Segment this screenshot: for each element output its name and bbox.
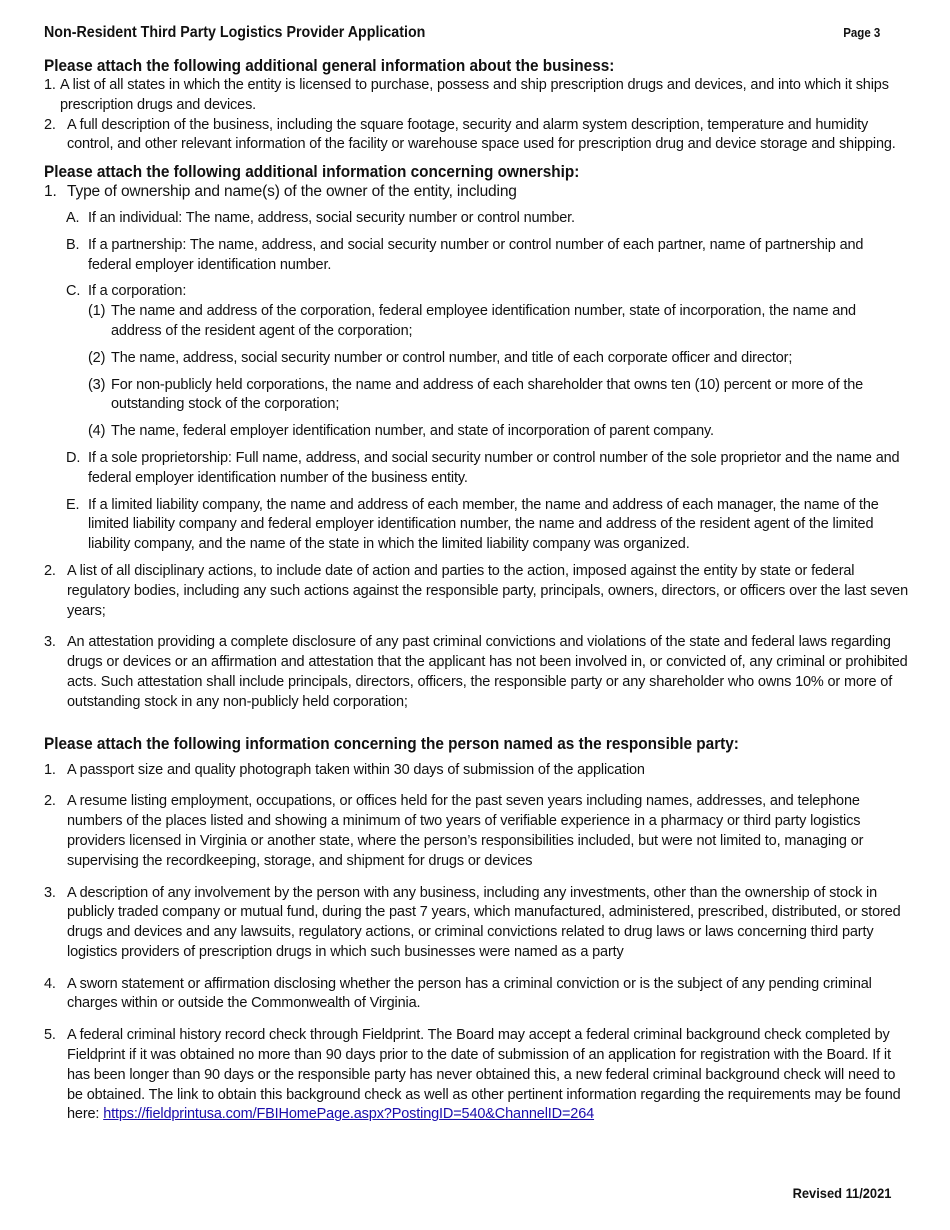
item-text: Type of ownership and name(s) of the owner of the entity, including [67, 183, 517, 201]
page-header [44, 24, 910, 42]
item-letter: E. [66, 496, 80, 513]
item-text: A passport size and quality photograph taken within 30 days of submission of the application [67, 761, 645, 778]
item-number: 2. [44, 116, 56, 133]
corp-item [88, 349, 910, 369]
item-text: A sworn statement or affirmation disclosing whether the person has a criminal conviction or is the subject of any pending criminal charges within or outside the Commonwealth of Virginia. [67, 975, 872, 1012]
item-text: If an individual: The name, address, social security number or control number. [88, 209, 575, 226]
list-item [44, 633, 910, 712]
item-number: (2) [88, 349, 106, 366]
item-number: 1. [44, 183, 57, 201]
item-text: An attestation providing a complete disclosure of any past criminal convictions and violations of the state and federal laws regarding drugs or devices or an affirmation and attestation that the applicant has not been involved in, or convicted of, any criminal or prohibited acts. Such attestation shall include principals, directors, officers, the responsible party or any shareholder who owns 10% or more of outstanding stock in any non-publicly held corporation; [67, 634, 908, 710]
ownership-heading: Please attach the following additional information concerning ownership: [44, 163, 580, 182]
item-number: 3. [44, 884, 56, 901]
general-info-heading: Please attach the following additional general information about the business: [44, 57, 615, 75]
item-text: A full description of the business, including the square footage, security and alarm system description, temperature and humidity control, and other relevant information of the facility or warehouse space used for prescription drug and device storage and shipping. [67, 116, 896, 153]
list-item [44, 562, 910, 621]
responsible-party-section [44, 734, 910, 1126]
item-letter: C. [66, 283, 81, 300]
sub-item-c [66, 282, 910, 302]
sub-item-a [66, 209, 910, 229]
item-text: A list of all disciplinary actions, to include date of action and parties to the action, imposed against the entity by state or federal regulatory bodies, including any such actions against the responsible party, principals, owners, directors, or officers over the last seven years; [67, 562, 909, 619]
ownership-section [44, 162, 910, 712]
list-item [44, 116, 910, 156]
item-text: A list of all states in which the entity is licensed to purchase, possess and ship prescription drugs and devices, and into which it ships prescription drugs and devices. [60, 77, 889, 113]
fieldprint-link[interactable]: https://fieldprintusa.com/FBIHomePage.aspx?PostingID=540&ChannelID=264 [103, 1106, 595, 1123]
page-number: Page 3 [842, 26, 880, 40]
item-number: (4) [88, 423, 106, 440]
sub-item-b [66, 236, 910, 276]
item-number: (1) [88, 303, 106, 320]
item-text: If a sole proprietorship: Full name, address, and social security number or control number of the sole proprietor and the name and federal employer identification number of the business entity. [88, 449, 900, 486]
item-number: 2. [44, 562, 56, 579]
list-item [44, 76, 910, 116]
sub-item-d [66, 449, 910, 489]
item-text: A resume listing employment, occupations, or offices held for the past seven years including names, addresses, and telephone numbers of the places listed and showing a minimum of two years of verifiable experience in a pharmacy or third party logistics providers licensed in Virginia or another state, where the person’s responsibilities included, but were not limited to, managing or supervising the recordkeeping, storage, and shipment for drugs or devices [67, 793, 864, 869]
corp-item [88, 422, 910, 442]
list-item [44, 975, 910, 1015]
item-number: 1. [44, 77, 56, 93]
item-number: 5. [44, 1027, 56, 1044]
document-title: Non-Resident Third Party Logistics Provider Application [44, 24, 426, 41]
corp-item [88, 302, 910, 342]
sub-item-e [66, 496, 910, 555]
list-item [44, 761, 910, 781]
item-text: The name, address, social security number or control number, and title of each corporate officer and director; [111, 349, 793, 366]
item-text: If a limited liability company, the name and address of each member, the name and address of each manager, the name of the limited liability company and federal employer identification number, the name and address of the resident agent of the limited liability company, and the name of the state in which the limited liability company was organized. [88, 496, 879, 553]
responsible-party-heading: Please attach the following information concerning the person named as the responsible party: [44, 734, 739, 753]
list-item [44, 182, 910, 202]
item-letter: B. [66, 236, 80, 253]
item-number: 2. [44, 793, 56, 810]
item-number: (3) [88, 376, 106, 393]
item-letter: D. [66, 449, 81, 466]
corp-item [88, 376, 910, 416]
item-text: If a partnership: The name, address, and social security number or control number of each partner, name of partnership and federal employer identification number. [88, 236, 864, 273]
item-text [67, 1026, 910, 1125]
list-item [44, 1026, 910, 1125]
general-info-section [44, 56, 910, 155]
item-letter: A. [66, 209, 80, 226]
item-number: 3. [44, 634, 56, 651]
item-text: The name and address of the corporation, federal employee identification number, state of incorporation, the name and address of the resident agent of the corporation; [111, 303, 856, 339]
fieldprint-text: A federal criminal history record check through Fieldprint. The Board may accept a federal criminal background check completed by Fieldprint if it was obtained no more than 90 days prior to the date of submission of an application for registration with the Board. If it has been longer than 90 days or the responsible party has never obtained this, a new federal criminal background check will need to be obtained. The link to obtain this background check as well as other pertinent information regarding the requirements may be found here: [67, 1027, 901, 1123]
item-text: If a corporation: [88, 283, 187, 300]
item-text: The name, federal employer identification number, and state of incorporation of parent company. [111, 423, 714, 440]
item-text: A description of any involvement by the person with any business, including any investments, other than the ownership of stock in publicly traded company or mutual fund, during the past 7 years, which manufactured, administered, prescribed, distributed, or stored drugs and devices and any lawsuits, regulatory actions, or criminal convictions related to drug laws or laws concerning third party logistics providers of prescription drugs in which such businesses were named as a party [67, 884, 901, 960]
item-number: 4. [44, 975, 56, 992]
list-item [44, 792, 910, 871]
list-item [44, 884, 910, 963]
item-number: 1. [44, 761, 56, 778]
item-text: For non-publicly held corporations, the name and address of each shareholder that owns ten (10) percent or more of the outstanding stock of the corporation; [111, 376, 864, 413]
revision-date: Revised 11/2021 [792, 1185, 891, 1201]
